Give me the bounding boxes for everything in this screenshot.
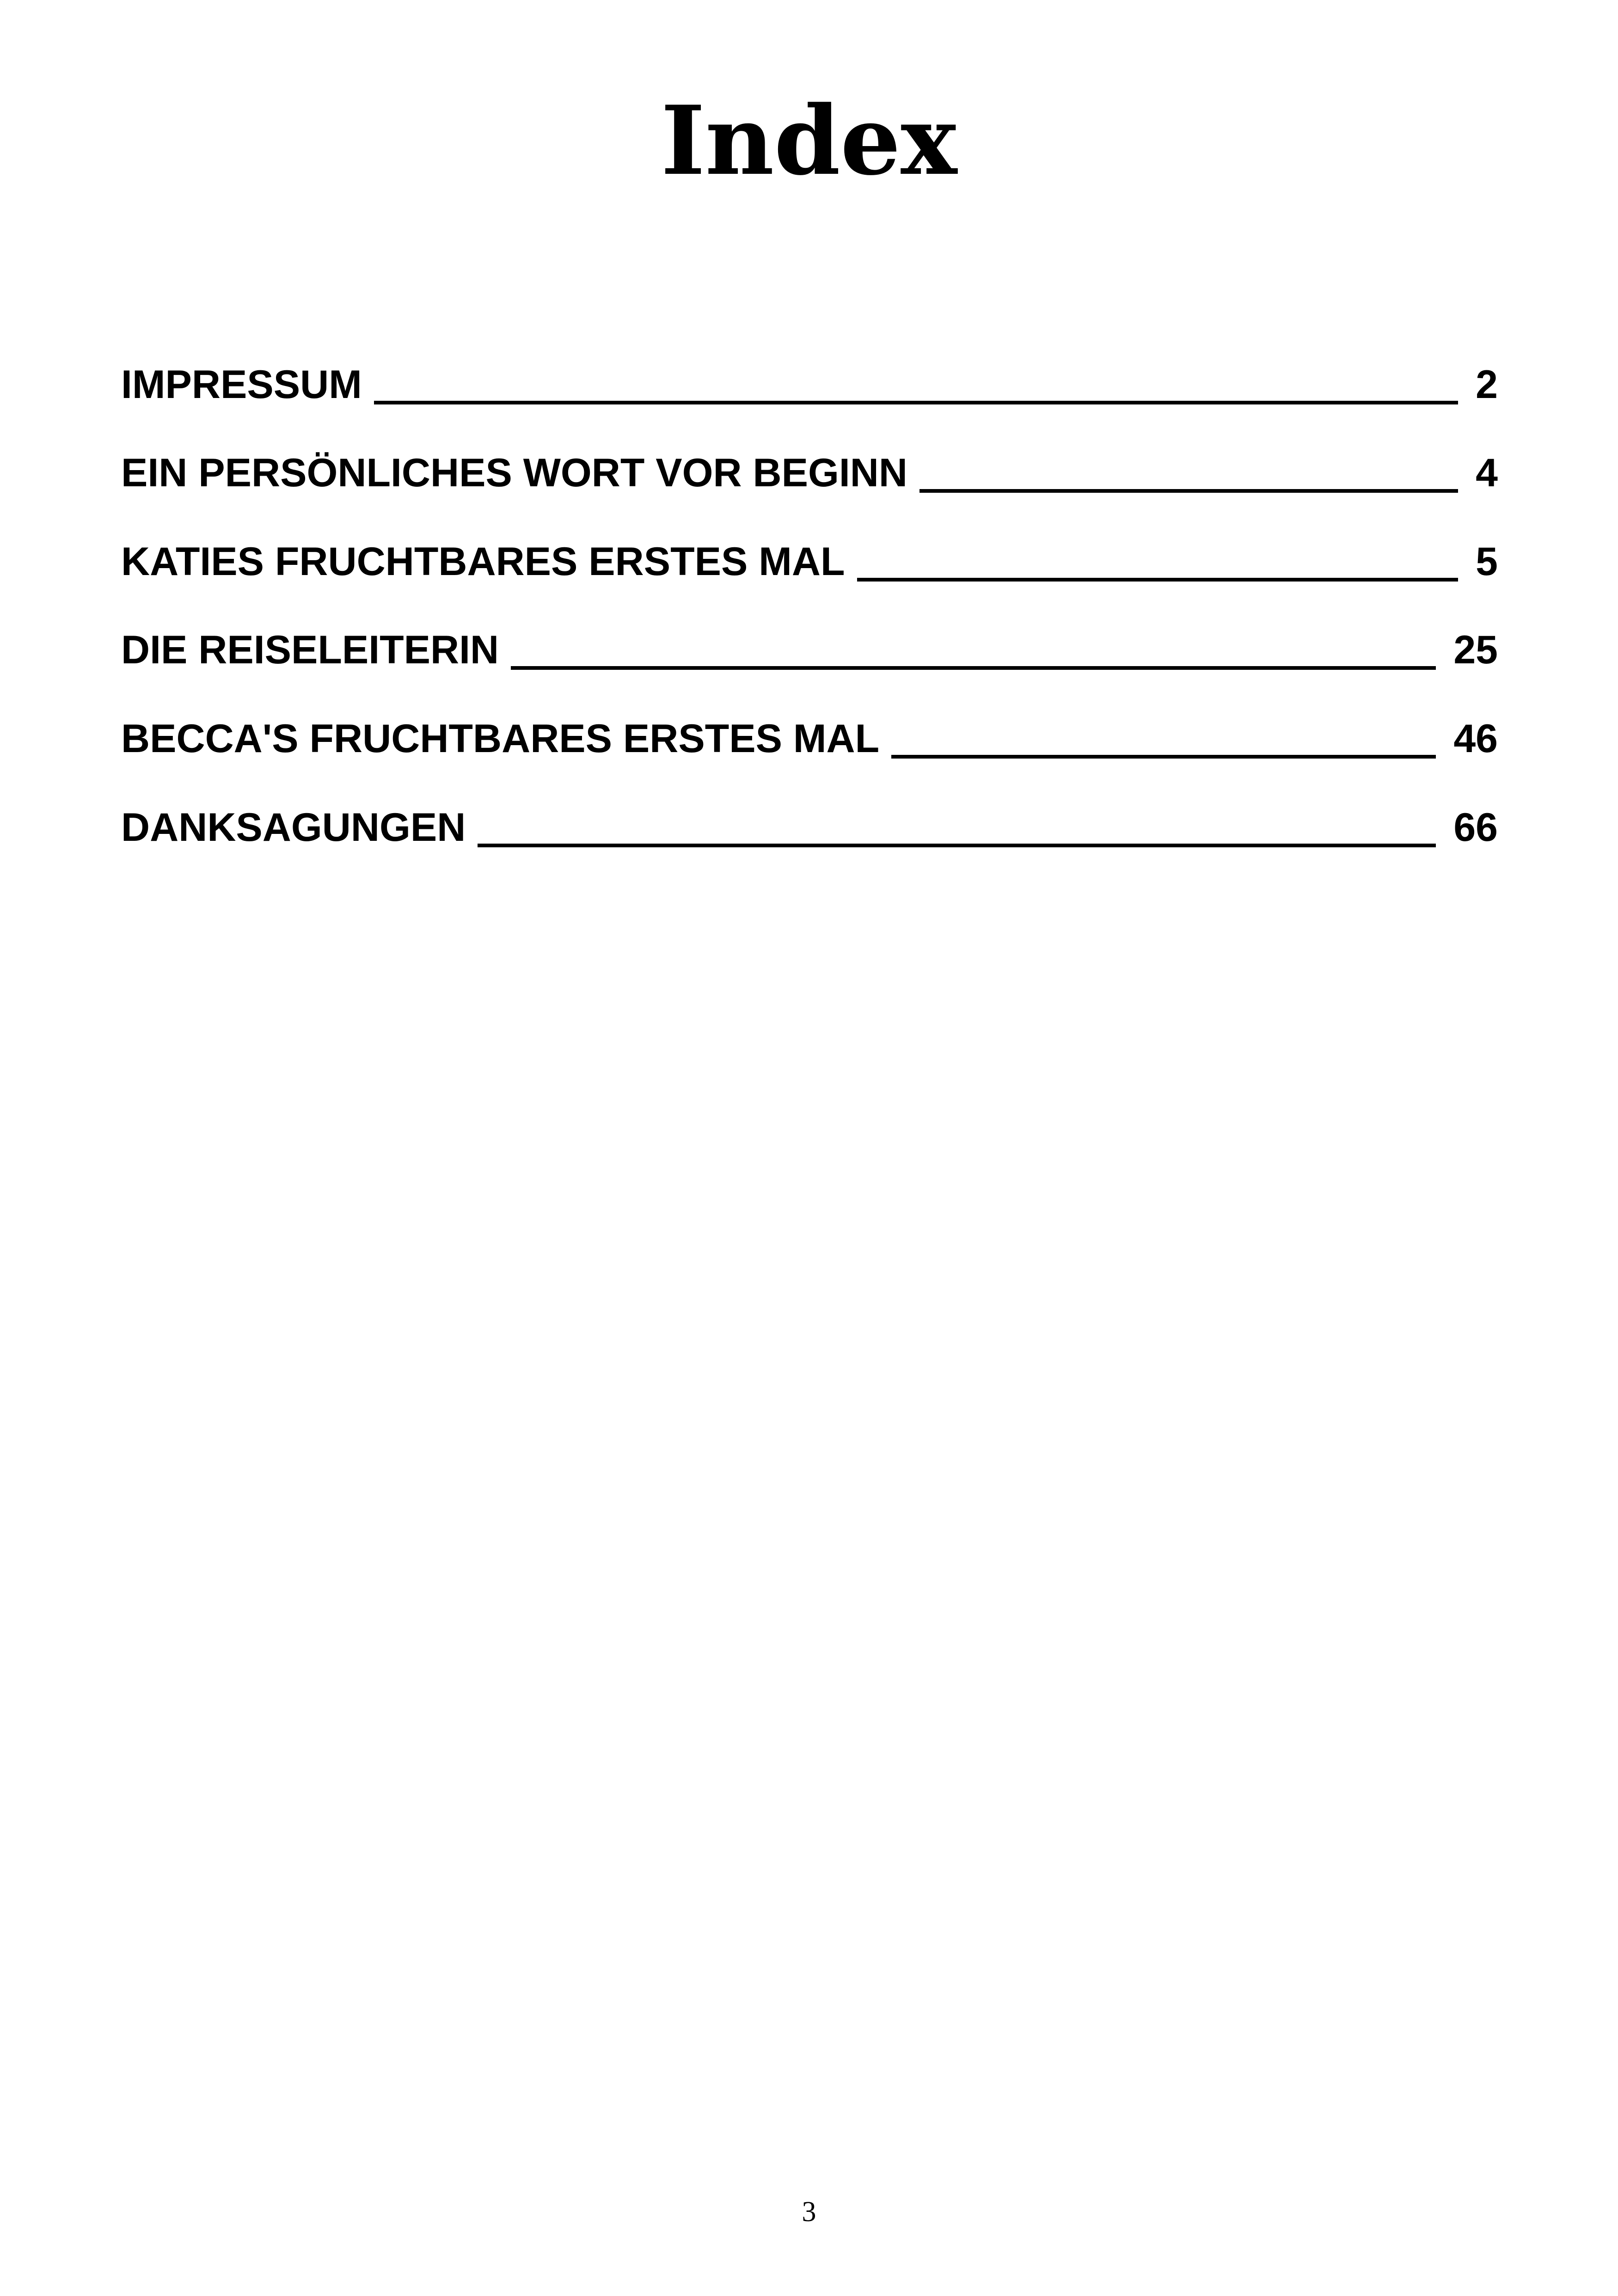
toc-entry-label: DANKSAGUNGEN xyxy=(121,805,466,850)
toc-entry-danksagungen[interactable] xyxy=(121,773,1498,862)
toc-entry-label: BECCA'S FRUCHTBARES ERSTES MAL xyxy=(121,716,880,761)
toc-entry-page: 2 xyxy=(1476,362,1498,407)
toc-entry-beccas-erstes-mal[interactable] xyxy=(121,685,1498,773)
toc-entry-page: 5 xyxy=(1476,539,1498,584)
toc-entry-reiseleiterin[interactable] xyxy=(121,596,1498,685)
toc-entry-page: 25 xyxy=(1453,628,1498,673)
toc-entry-label: EIN PERSÖNLICHES WORT VOR BEGINN xyxy=(121,451,908,496)
toc-entry-label: KATIES FRUCHTBARES ERSTES MAL xyxy=(121,539,845,584)
table-of-contents xyxy=(121,331,1498,862)
toc-entry-page: 4 xyxy=(1476,451,1498,496)
toc-leader-line xyxy=(919,489,1458,493)
toc-entry-page: 46 xyxy=(1453,716,1498,761)
toc-entry-label: IMPRESSUM xyxy=(121,362,362,407)
toc-entry-persoenliches-wort[interactable] xyxy=(121,419,1498,508)
toc-entry-page: 66 xyxy=(1453,805,1498,850)
toc-leader-line xyxy=(478,844,1436,847)
toc-entry-label: DIE REISELEITERIN xyxy=(121,628,499,673)
toc-leader-line xyxy=(891,755,1436,759)
toc-entry-katies-erstes-mal[interactable] xyxy=(121,508,1498,596)
toc-leader-line xyxy=(374,401,1458,404)
toc-leader-line xyxy=(511,666,1436,670)
page-number: 3 xyxy=(802,2196,816,2228)
page-title: Index xyxy=(661,86,957,196)
toc-entry-impressum[interactable] xyxy=(121,331,1498,419)
toc-leader-line xyxy=(857,578,1459,582)
